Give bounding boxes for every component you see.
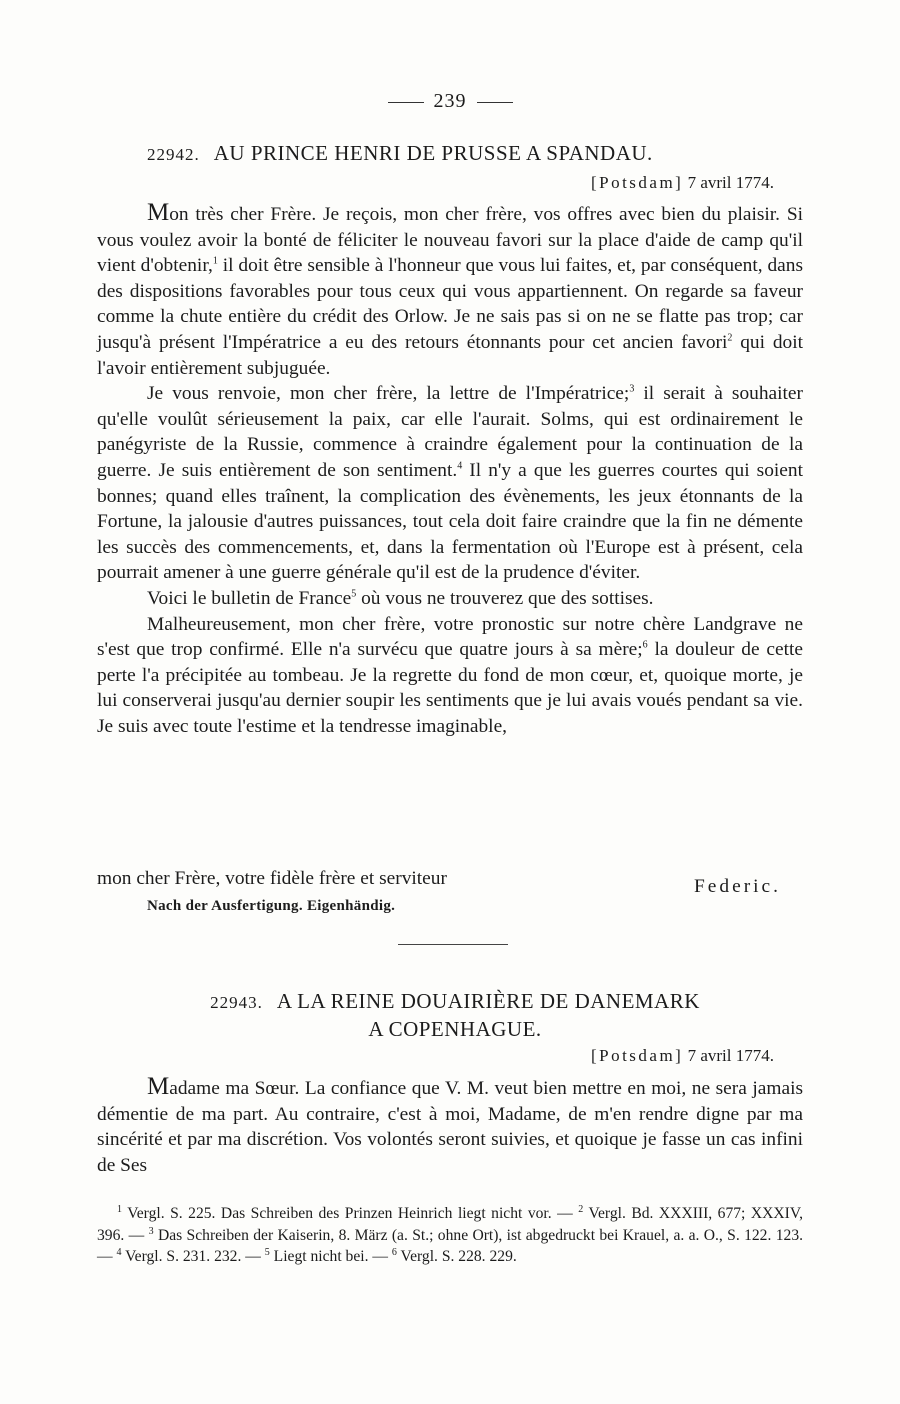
paragraph bbox=[97, 200, 803, 381]
footnote-mark: 1 bbox=[117, 1203, 122, 1215]
letter-number: 22943. bbox=[210, 993, 263, 1012]
paragraph-text: Voici le bulletin de France bbox=[147, 587, 352, 609]
paragraph-text: on très cher Frère. Je reçois, mon cher frère, vos offres avec bien du plaisir. Si vous voulez avoir la bonté de féliciter le nouveau favori sur la place d'aide de camp qu'il vient d'obtenir, bbox=[97, 204, 803, 277]
letter-date: 7 avril 1774. bbox=[687, 1046, 774, 1065]
footnote-text: Vergl. S. 225. Das Schreiben des Prinzen Heinrich liegt nicht vor. — bbox=[127, 1205, 573, 1222]
page-number bbox=[0, 90, 900, 113]
footnote-ref[interactable]: 4 bbox=[457, 460, 463, 472]
letter-place: [Potsdam] bbox=[590, 173, 684, 192]
initial-capital: M bbox=[147, 199, 170, 226]
footnote-text: Vergl. S. 231. 232. — bbox=[125, 1248, 261, 1266]
letter-title-line2: A COPENHAGUE. bbox=[368, 1017, 542, 1041]
page-number-dash-left bbox=[388, 102, 424, 103]
paragraph-text: il serait à souhaiter qu'elle voulût sérieusement la paix, car elle l'aurait. Solms, qui est ordinairement le panégyriste de la Russie, commence à craindre également pour la continuation de la guerre. Je suis entièrement de son sentiment. bbox=[97, 383, 803, 481]
footnote-mark: 2 bbox=[578, 1203, 584, 1215]
paragraph-text: adame ma Sœur. La confiance que V. M. veut bien mettre en moi, ne sera jamais démentie de ma part. Au contraire, c'est à moi, Madame, de m'en rendre digne par ma sincérité et par ma discrétion. Vos volontés seront suivies, et quoique je fasse un cas infini de Ses bbox=[97, 1078, 803, 1176]
source-note: Nach der Ausfertigung. Eigenhändig. bbox=[147, 898, 396, 914]
paragraph-text: qui doit l'avoir entièrement subjuguée. bbox=[97, 331, 803, 379]
footnote-mark: 3 bbox=[148, 1225, 154, 1237]
letter-heading bbox=[147, 140, 787, 168]
paragraph bbox=[97, 1074, 803, 1178]
paragraph-text: Je vous renvoie, mon cher frère, la lettre de l'Impératrice; bbox=[147, 383, 630, 405]
paragraph-text: Il n'y a que les guerres courtes qui soient bonnes; quand elles traînent, la complication des évènements, les jeux étonnants de la Fortune, la jalousie d'autres puissances, tout cela doit faire craindre que la fin ne démente les succès des commencements, et, dans la fermentation où l'Europe est à présent, cela pourrait amener à une guerre générale qu'il est de la prudence d'éviter. bbox=[97, 459, 803, 584]
letter-heading bbox=[130, 988, 780, 1042]
page-number-dash-right bbox=[477, 102, 513, 103]
letter-closing-row bbox=[97, 866, 803, 897]
letter-body bbox=[97, 1074, 803, 1178]
letter-title-line1: A LA REINE DOUAIRIÈRE DE DANEMARK bbox=[276, 989, 700, 1013]
paragraph bbox=[97, 612, 803, 740]
footnote-text: Liegt nicht bei. — bbox=[273, 1248, 388, 1266]
footnotes bbox=[97, 1203, 803, 1268]
letter-dateline bbox=[591, 1045, 774, 1067]
footnote-mark: 6 bbox=[391, 1247, 397, 1258]
footnote-ref[interactable]: 5 bbox=[351, 588, 357, 600]
letter-number: 22942. bbox=[147, 145, 200, 164]
paragraph-text: où vous ne trouverez que des sottises. bbox=[356, 587, 654, 609]
footnote-text: Das Schreiben der Kaiserin, 8. März (a. St.; ohne Ort), ist abgedruckt bei Krauel, a. a. O., S. 122. 123. — bbox=[97, 1226, 804, 1266]
footnote-text: Vergl. S. 228. 229. bbox=[400, 1248, 517, 1266]
footnote-block bbox=[97, 1203, 803, 1268]
letter-place: [Potsdam] bbox=[590, 1046, 684, 1065]
footnote-ref[interactable]: 2 bbox=[727, 332, 733, 344]
paragraph bbox=[97, 586, 803, 612]
paragraph-text: il doit être sensible à l'honneur que vous lui faites, et, par conséquent, dans des dispositions favorables pour tous ceux qui vous appartiennent. On regarde sa faveur comme la chute entière du crédit des Orlow. Je ne sais pas si on ne se flatte pas trop; car jusqu'à présent l'Impératrice a eu des retours étonnants pour cet ancien favori bbox=[97, 255, 803, 353]
footnote-mark: 4 bbox=[116, 1247, 122, 1258]
letter-dateline bbox=[591, 172, 774, 194]
section-divider bbox=[398, 944, 508, 945]
footnote-ref[interactable]: 3 bbox=[629, 383, 635, 395]
paragraph-text: la douleur de cette perte l'a précipitée au tombeau. Je la regrette du fond de mon cœur, et, quoique morte, je lui conserverai jusqu'au dernier soupir les sentiments que je lui avais voués pendant sa vie. Je suis avec toute l'estime et la tendresse imaginable, bbox=[97, 639, 803, 737]
signature: Federic. bbox=[694, 876, 781, 897]
initial-capital: M bbox=[147, 1073, 170, 1100]
page-number-text: 239 bbox=[433, 90, 467, 112]
paragraph bbox=[97, 381, 803, 586]
paragraph-text: Malheureusement, mon cher frère, votre pronostic sur notre chère Landgrave ne s'est que trop confirmé. Elle n'a survécu que quatre jours à sa mère; bbox=[97, 613, 803, 661]
closing-line: mon cher Frère, votre fidèle frère et serviteur bbox=[97, 868, 447, 889]
letter-title: AU PRINCE HENRI DE PRUSSE A SPANDAU. bbox=[213, 141, 653, 165]
footnote-ref[interactable]: 1 bbox=[212, 255, 218, 267]
letter-body bbox=[97, 200, 803, 739]
footnote-text: Vergl. Bd. XXXIII, 677; XXXIV, 396. — bbox=[97, 1205, 804, 1244]
letter-date: 7 avril 1774. bbox=[687, 173, 774, 192]
footnote-mark: 5 bbox=[264, 1247, 270, 1258]
footnote-ref[interactable]: 6 bbox=[642, 639, 648, 651]
